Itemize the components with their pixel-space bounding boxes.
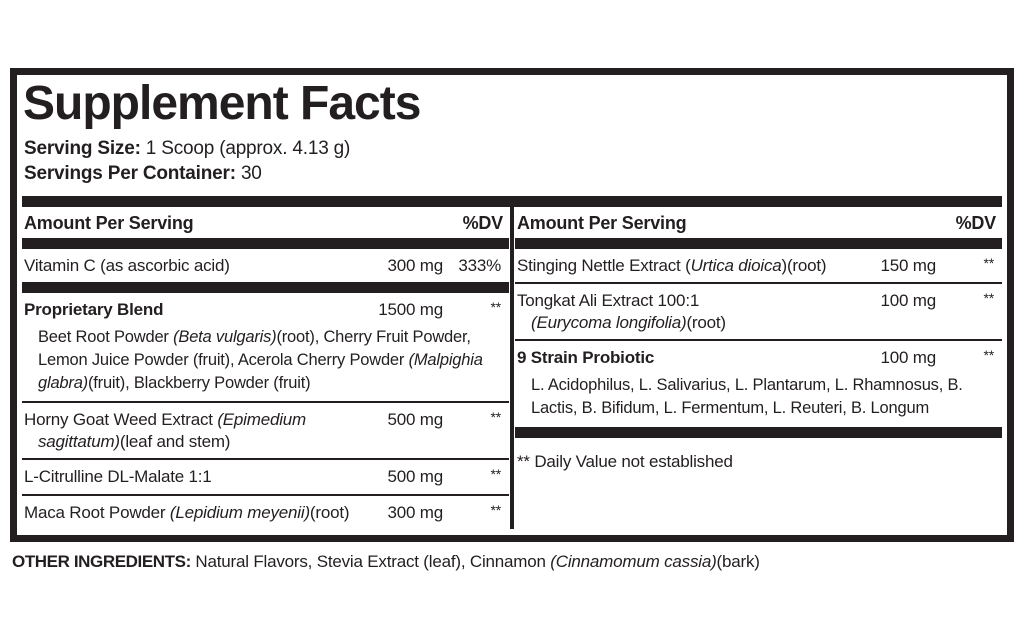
ingredient-row-tongkat-ali (515, 282, 1002, 339)
ingredient-dv: ** (490, 298, 501, 315)
ingredient-name: Stinging Nettle Extract (Urtica dioica)(root) (516, 255, 827, 275)
thick-rule (515, 427, 1002, 438)
ingredient-amount: 1500 mg (378, 299, 443, 319)
right-column (515, 207, 1002, 529)
ingredient-amount: 500 mg (387, 410, 443, 430)
ingredient-row-maca (22, 494, 509, 529)
serving-size-label: Serving Size: (24, 137, 141, 159)
ingredient-amount: 300 mg (387, 255, 443, 275)
serving-size-value: 1 Scoop (approx. 4.13 g) (140, 137, 351, 159)
ingredient-row-probiotic (515, 339, 1002, 374)
serving-size-line (24, 136, 1002, 161)
dv-header: %DV (462, 212, 503, 233)
left-column (22, 207, 509, 529)
other-ingredients-value: Natural Flavors, Stevia Extract (leaf), Cinnamon (Cinnamomum cassia)(bark) (190, 552, 760, 571)
ingredient-amount: 150 mg (880, 255, 936, 275)
ingredient-row-proprietary-blend (22, 293, 509, 326)
two-column-body (22, 207, 1002, 529)
ingredient-row-stinging-nettle (515, 249, 1002, 282)
ingredient-dv: ** (983, 347, 994, 364)
right-column-header (515, 207, 1002, 238)
ingredient-row-horny-goat-weed (22, 401, 509, 458)
left-column-header (22, 207, 509, 238)
column-divider (510, 207, 514, 529)
ingredient-amount: 500 mg (387, 467, 443, 487)
ingredient-dv: 333% (458, 255, 501, 275)
ingredient-name: Proprietary Blend (24, 299, 164, 319)
daily-value-footnote: ** Daily Value not established (516, 451, 733, 471)
ingredient-amount: 300 mg (387, 502, 443, 522)
ingredient-amount: 100 mg (880, 348, 936, 368)
ingredient-dv: ** (490, 501, 501, 518)
amount-per-serving-header: Amount Per Serving (24, 212, 194, 233)
ingredient-name: L-Citrulline DL-Malate 1:1 (24, 467, 212, 487)
other-ingredients-label: OTHER INGREDIENTS: (12, 552, 191, 571)
dv-header: %DV (955, 212, 996, 233)
ingredient-dv: ** (983, 289, 994, 306)
ingredient-dv: ** (490, 466, 501, 483)
ingredient-name: Vitamin C (as ascorbic acid) (24, 255, 230, 275)
thick-rule (515, 238, 1002, 249)
supplement-facts-panel (10, 68, 1014, 542)
thick-rule (22, 196, 1002, 207)
ingredient-dv: ** (490, 409, 501, 426)
servings-per-container-label: Servings Per Container: (24, 163, 236, 185)
proprietary-blend-components: Beet Root Powder (Beta vulgaris)(root), Cherry Fruit Powder, Lemon Juice Powder (fruit), Acerola Cherry Powder (Malpighia glabra)(fruit), Blackberry Powder (fruit) (38, 328, 483, 392)
panel-title: Supplement Facts (23, 77, 421, 130)
ingredient-name: Tongkat Ali Extract 100:1 (Eurycoma longifolia)(root) (516, 290, 726, 332)
ingredient-name: Maca Root Powder (Lepidium meyenii)(root) (24, 502, 350, 522)
ingredient-dv: ** (983, 254, 994, 271)
ingredient-row-citrulline (22, 458, 509, 493)
servings-per-container-line (24, 161, 1002, 186)
servings-per-container-value: 30 (235, 163, 262, 185)
ingredient-name: 9 Strain Probiotic (516, 348, 655, 368)
ingredient-row-vitamin-c (22, 249, 509, 282)
thick-rule (22, 282, 509, 293)
amount-per-serving-header: Amount Per Serving (516, 212, 687, 233)
ingredient-name: Horny Goat Weed Extract (Epimedium sagittatum)(leaf and stem) (24, 410, 307, 452)
other-ingredients-line (12, 552, 1012, 572)
probiotic-strains: L. Acidophilus, L. Salivarius, L. Plantarum, L. Rhamnosus, B. Lactis, B. Bifidum, L. Fermentum, L. Reuteri, B. Longum (530, 376, 963, 417)
thick-rule (22, 238, 509, 249)
ingredient-amount: 100 mg (880, 290, 936, 310)
